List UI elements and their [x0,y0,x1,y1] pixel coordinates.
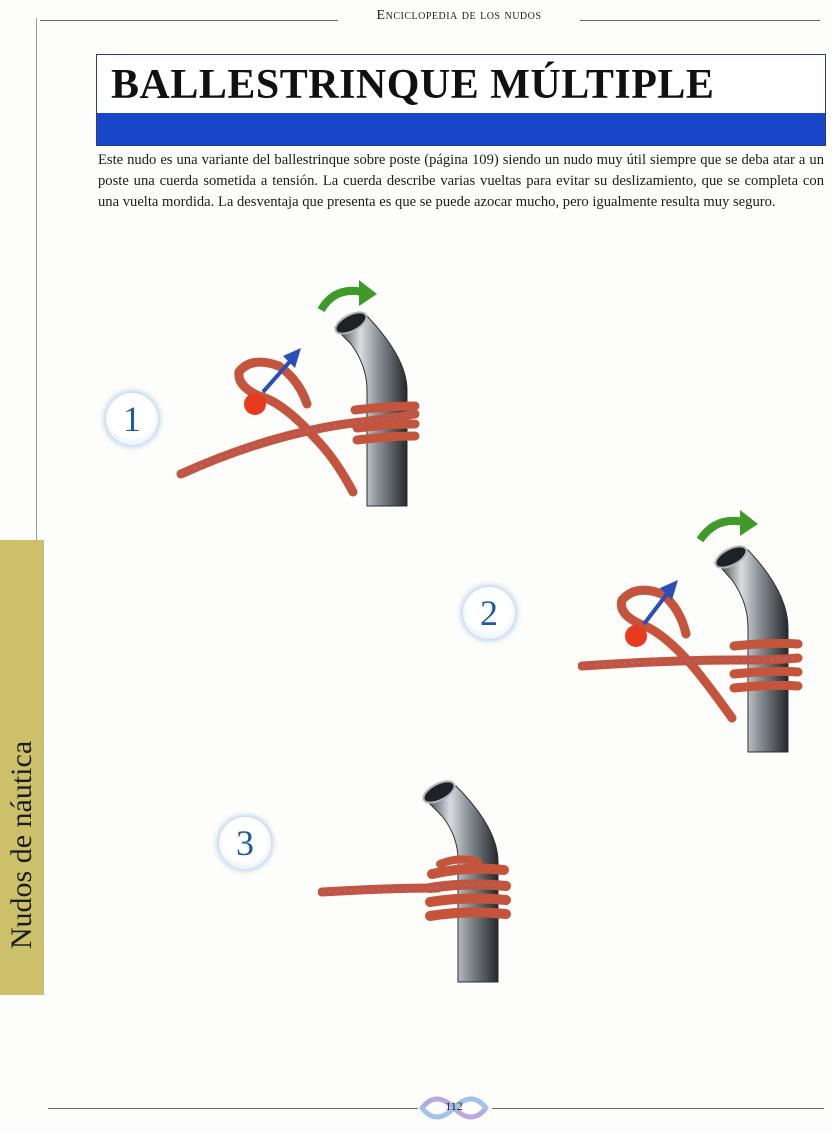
step-1-illustration [175,278,440,510]
running-head: Enciclopedia de los nudos [376,8,542,23]
title-band [97,113,825,145]
step-1-badge: 1 [106,393,158,445]
rope [621,590,732,718]
footer-rule-right [492,1108,824,1109]
sidebar-label: Nudos de náutica [5,740,38,950]
step-3-illustration [318,770,530,985]
green-arrow-head [740,510,758,536]
footer-rule-left [48,1108,418,1109]
marker-dot [625,625,647,647]
title-box [96,54,826,146]
marker-dot [244,393,266,415]
intro-paragraph: Este nudo es una variante del ballestrinque sobre poste (página 109) siendo un nudo muy útil siempre que se deba atar a un poste una cuerda sometida a tensión. La cuerda describe varias vueltas para evitar su deslizamiento, que se completa con una vuelta mordida. La desventaja que presenta es que se puede azocar mucho, pero igualmente resulta muy seguro. [98,152,824,210]
post-pipe [716,550,788,752]
green-arrow [321,291,363,310]
step-2-badge: 2 [463,587,515,639]
step-3-badge: 3 [219,817,271,869]
page-title: BALLESTRINQUE MÚLTIPLE [111,62,715,108]
header-rule-left [40,20,338,21]
green-arrow [700,521,744,540]
page-number: 112 [445,1099,463,1113]
rope [440,859,478,864]
step-2-illustration [578,510,810,755]
green-arrow-head [359,280,377,306]
page-edge [36,18,37,543]
header-rule-right [580,20,820,21]
